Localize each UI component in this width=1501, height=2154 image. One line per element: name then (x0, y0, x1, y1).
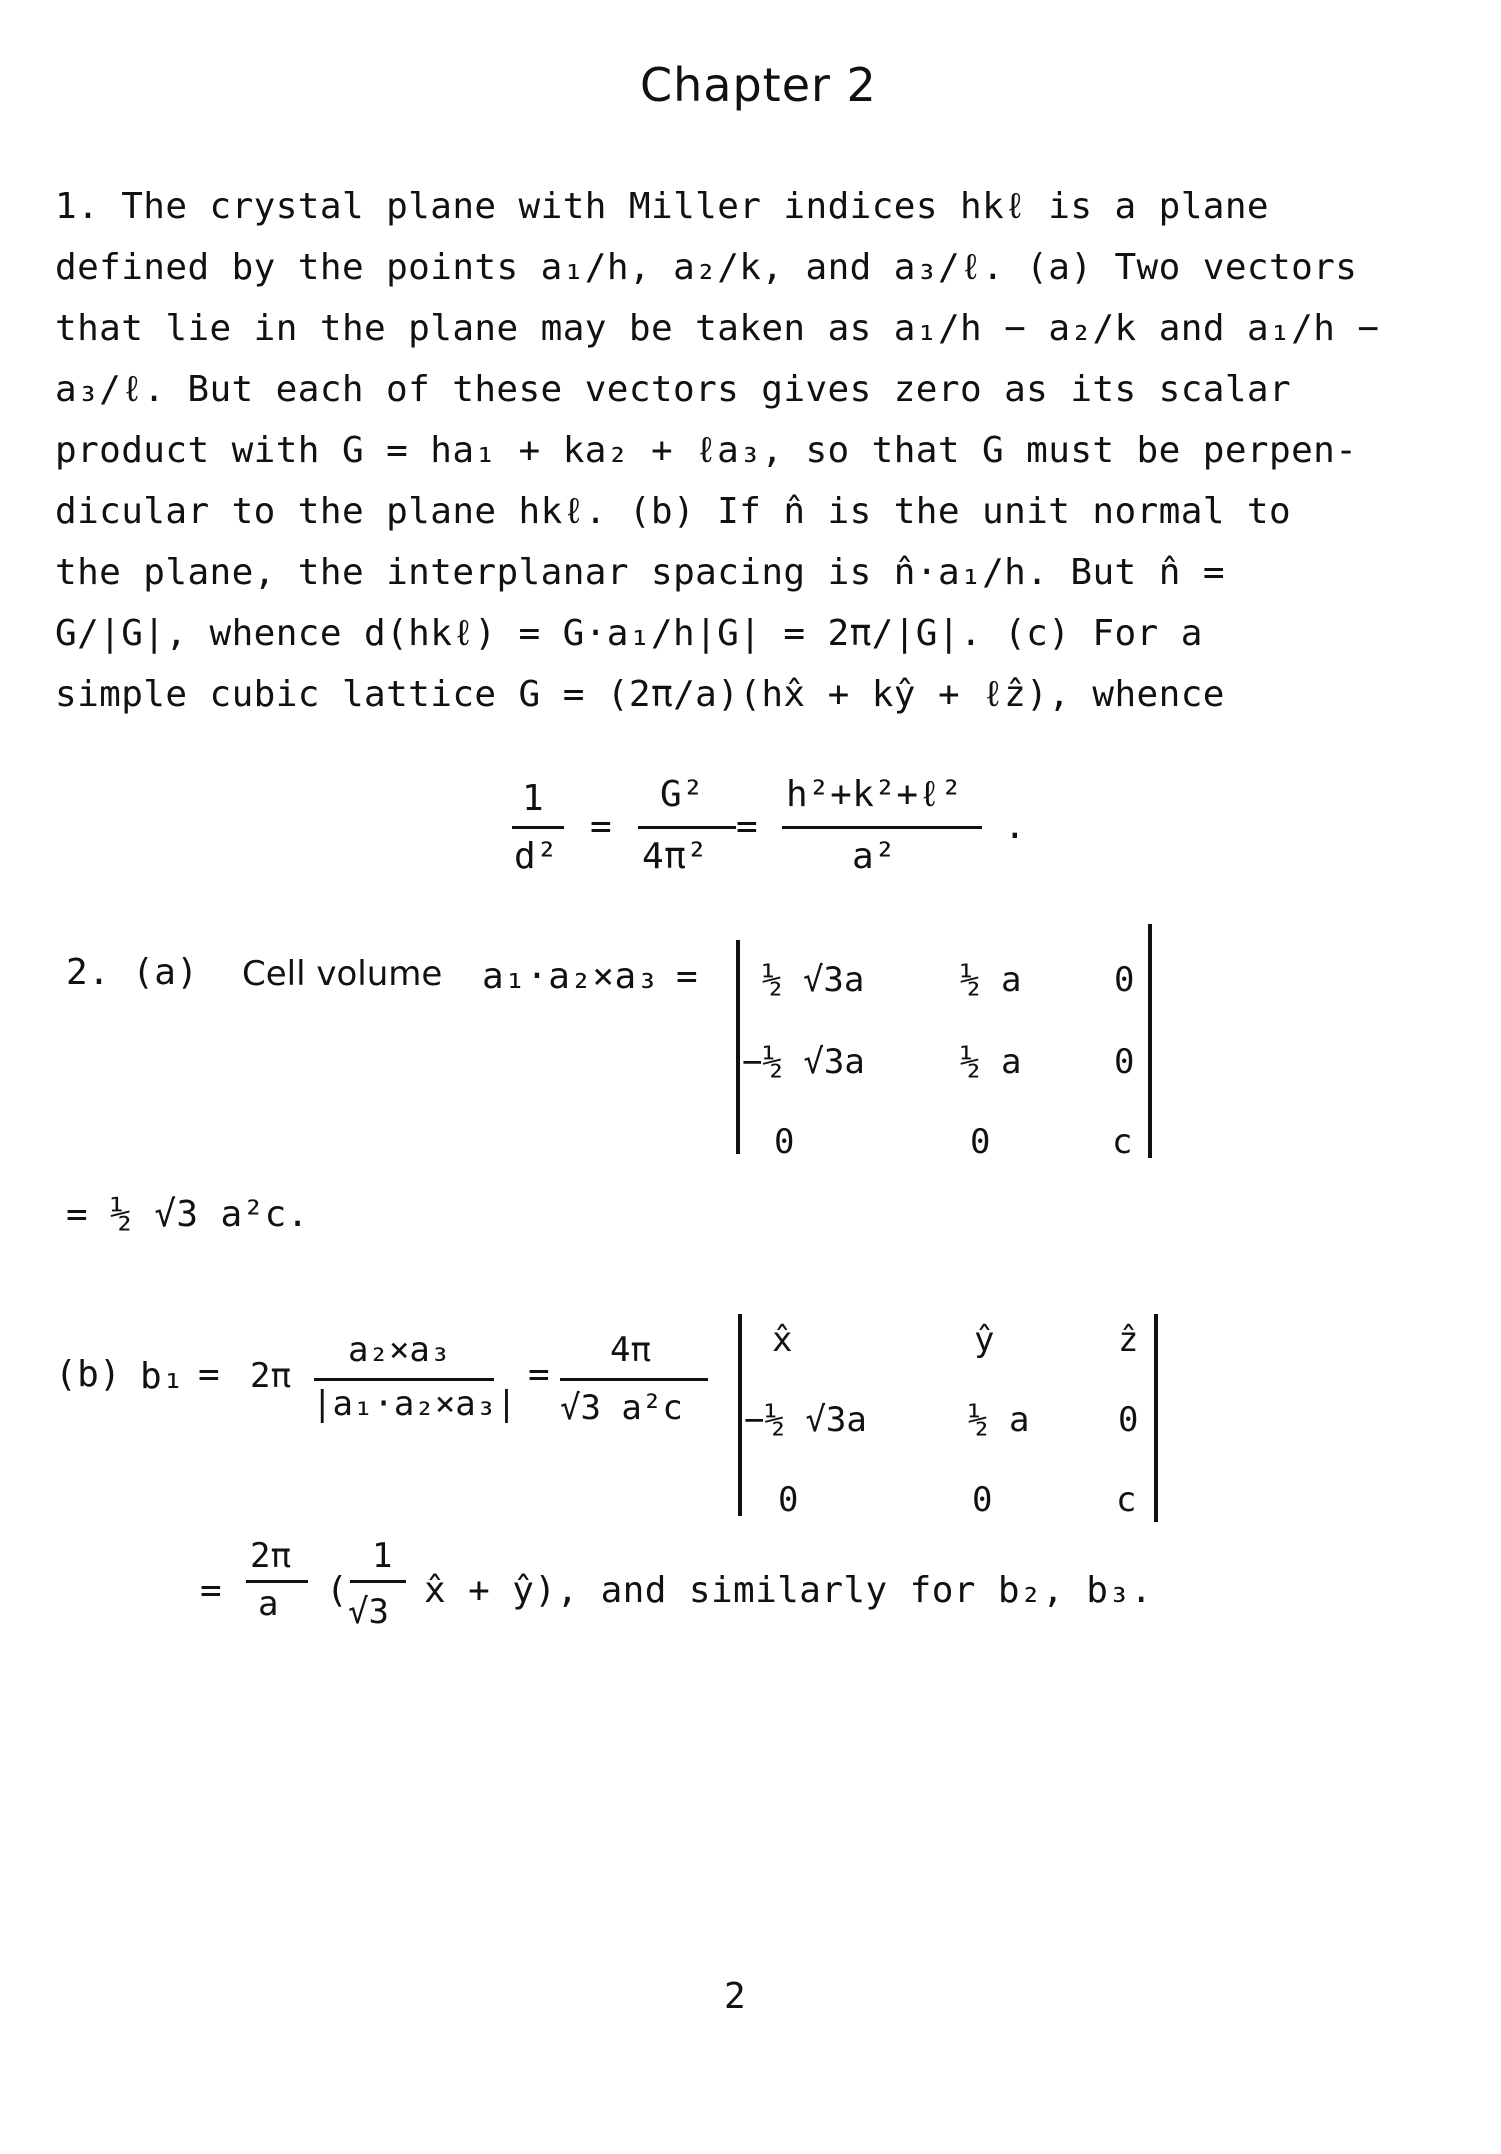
matrix-b-cell: 0 (1118, 1400, 1139, 1440)
eq-lhs-denominator: d² (514, 836, 559, 877)
matrix-a-cell: c (1112, 1122, 1133, 1162)
triple-product: a₁·a₂×a₃ (482, 956, 659, 997)
matrix-b-right-bar (1154, 1314, 1158, 1522)
eq-lhs-numerator: 1 (522, 778, 545, 819)
result-b-equals: = (200, 1570, 223, 1611)
eq-mid-fraction-bar (638, 826, 736, 829)
problem1-line-4: a₃/ℓ. But each of these vectors gives zero as its scalar (55, 369, 1292, 410)
problem1-line-7: the plane, the interplanar spacing is n̂·a₁/h. But n̂ = (55, 552, 1225, 593)
matrix-a-cell: 0 (1114, 1042, 1135, 1082)
problem2-part-b-label: (b) (55, 1354, 122, 1395)
eq-equals-2: = (736, 806, 759, 847)
coef-numerator: 4π (610, 1330, 651, 1370)
problem1-line-1: 1. The crystal plane with Miller indices hkℓ is a plane (55, 186, 1269, 227)
matrix-a-cell: ½ √3a (762, 960, 865, 1000)
result-b-open-paren: ( (326, 1570, 349, 1611)
matrix-b-cell: 0 (972, 1480, 993, 1520)
matrix-a-cell: −½ √3a (742, 1042, 865, 1082)
page-number: 2 (724, 1976, 747, 2017)
two-pi: 2π (250, 1356, 291, 1396)
matrix-a-cell: 0 (774, 1122, 795, 1162)
matrix-b-cell: ẑ (1118, 1320, 1139, 1360)
eq-equals-1: = (590, 806, 613, 847)
problem1-line-9: simple cubic lattice G = (2π/a)(hx̂ + kŷ + ℓẑ), whence (55, 674, 1225, 715)
b1-vector: b₁ (140, 1356, 185, 1397)
result-b-inner-numerator: 1 (372, 1536, 393, 1576)
matrix-a-left-bar (736, 940, 740, 1154)
matrix-a-right-bar (1148, 924, 1152, 1158)
result-b-inner-denominator: √3 (348, 1592, 389, 1632)
fraction-denominator: |a₁·a₂×a₃| (312, 1384, 517, 1424)
eq-period: . (1004, 806, 1027, 847)
matrix-b-cell: ½ a (968, 1400, 1030, 1440)
problem1-line-8: G/|G|, whence d(hkℓ) = G·a₁/h|G| = 2π/|G|. (c) For a (55, 613, 1203, 654)
coef-denominator: √3 a²c (560, 1388, 683, 1428)
eq-mid-denominator: 4π² (642, 836, 709, 877)
eq-rhs-fraction-bar (782, 826, 982, 829)
result-b-denominator: a (258, 1584, 279, 1624)
result-a: = ½ √3 a²c. (66, 1194, 309, 1235)
result-b-numerator: 2π (250, 1536, 291, 1576)
matrix-b-cell: 0 (778, 1480, 799, 1520)
matrix-b-cell: x̂ (772, 1320, 793, 1360)
eq-rhs-denominator: a² (852, 836, 897, 877)
matrix-a-cell: ½ a (960, 960, 1022, 1000)
chapter-title: Chapter 2 (640, 58, 877, 112)
matrix-b-cell: ŷ (974, 1320, 995, 1360)
matrix-a-cell: 0 (1114, 960, 1135, 1000)
coef-fraction-bar (560, 1378, 708, 1381)
matrix-b-left-bar (738, 1314, 742, 1516)
result-b-inner-fraction-bar (350, 1580, 406, 1583)
matrix-a-cell: 0 (970, 1122, 991, 1162)
cell-volume-label: Cell volume (242, 954, 443, 994)
eq-rhs-numerator: h²+k²+ℓ² (786, 774, 963, 815)
eq-mid-numerator: G² (660, 774, 705, 815)
b1-equals: = (198, 1354, 221, 1395)
part-a-equals: = (676, 956, 699, 997)
matrix-b-cell: −½ √3a (744, 1400, 867, 1440)
result-b-tail: x̂ + ŷ), and similarly for b₂, b₃. (424, 1570, 1153, 1611)
problem1-line-5: product with G = ha₁ + ka₂ + ℓa₃, so that G must be perpen- (55, 430, 1358, 471)
result-b-fraction-bar (246, 1580, 308, 1583)
matrix-a-cell: ½ a (960, 1042, 1022, 1082)
problem1-line-3: that lie in the plane may be taken as a₁/h − a₂/k and a₁/h − (55, 308, 1380, 349)
eq-lhs-fraction-bar (512, 826, 564, 829)
problem1-line-6: dicular to the plane hkℓ. (b) If n̂ is the unit normal to (55, 491, 1292, 532)
problem2-part-a-label: 2. (a) (66, 952, 199, 993)
fraction-bar (314, 1378, 494, 1381)
matrix-b-cell: c (1116, 1480, 1137, 1520)
fraction-numerator: a₂×a₃ (348, 1330, 451, 1370)
problem1-line-2: defined by the points a₁/h, a₂/k, and a₃/ℓ. (a) Two vectors (55, 247, 1358, 288)
b1-equals-2: = (528, 1354, 551, 1395)
